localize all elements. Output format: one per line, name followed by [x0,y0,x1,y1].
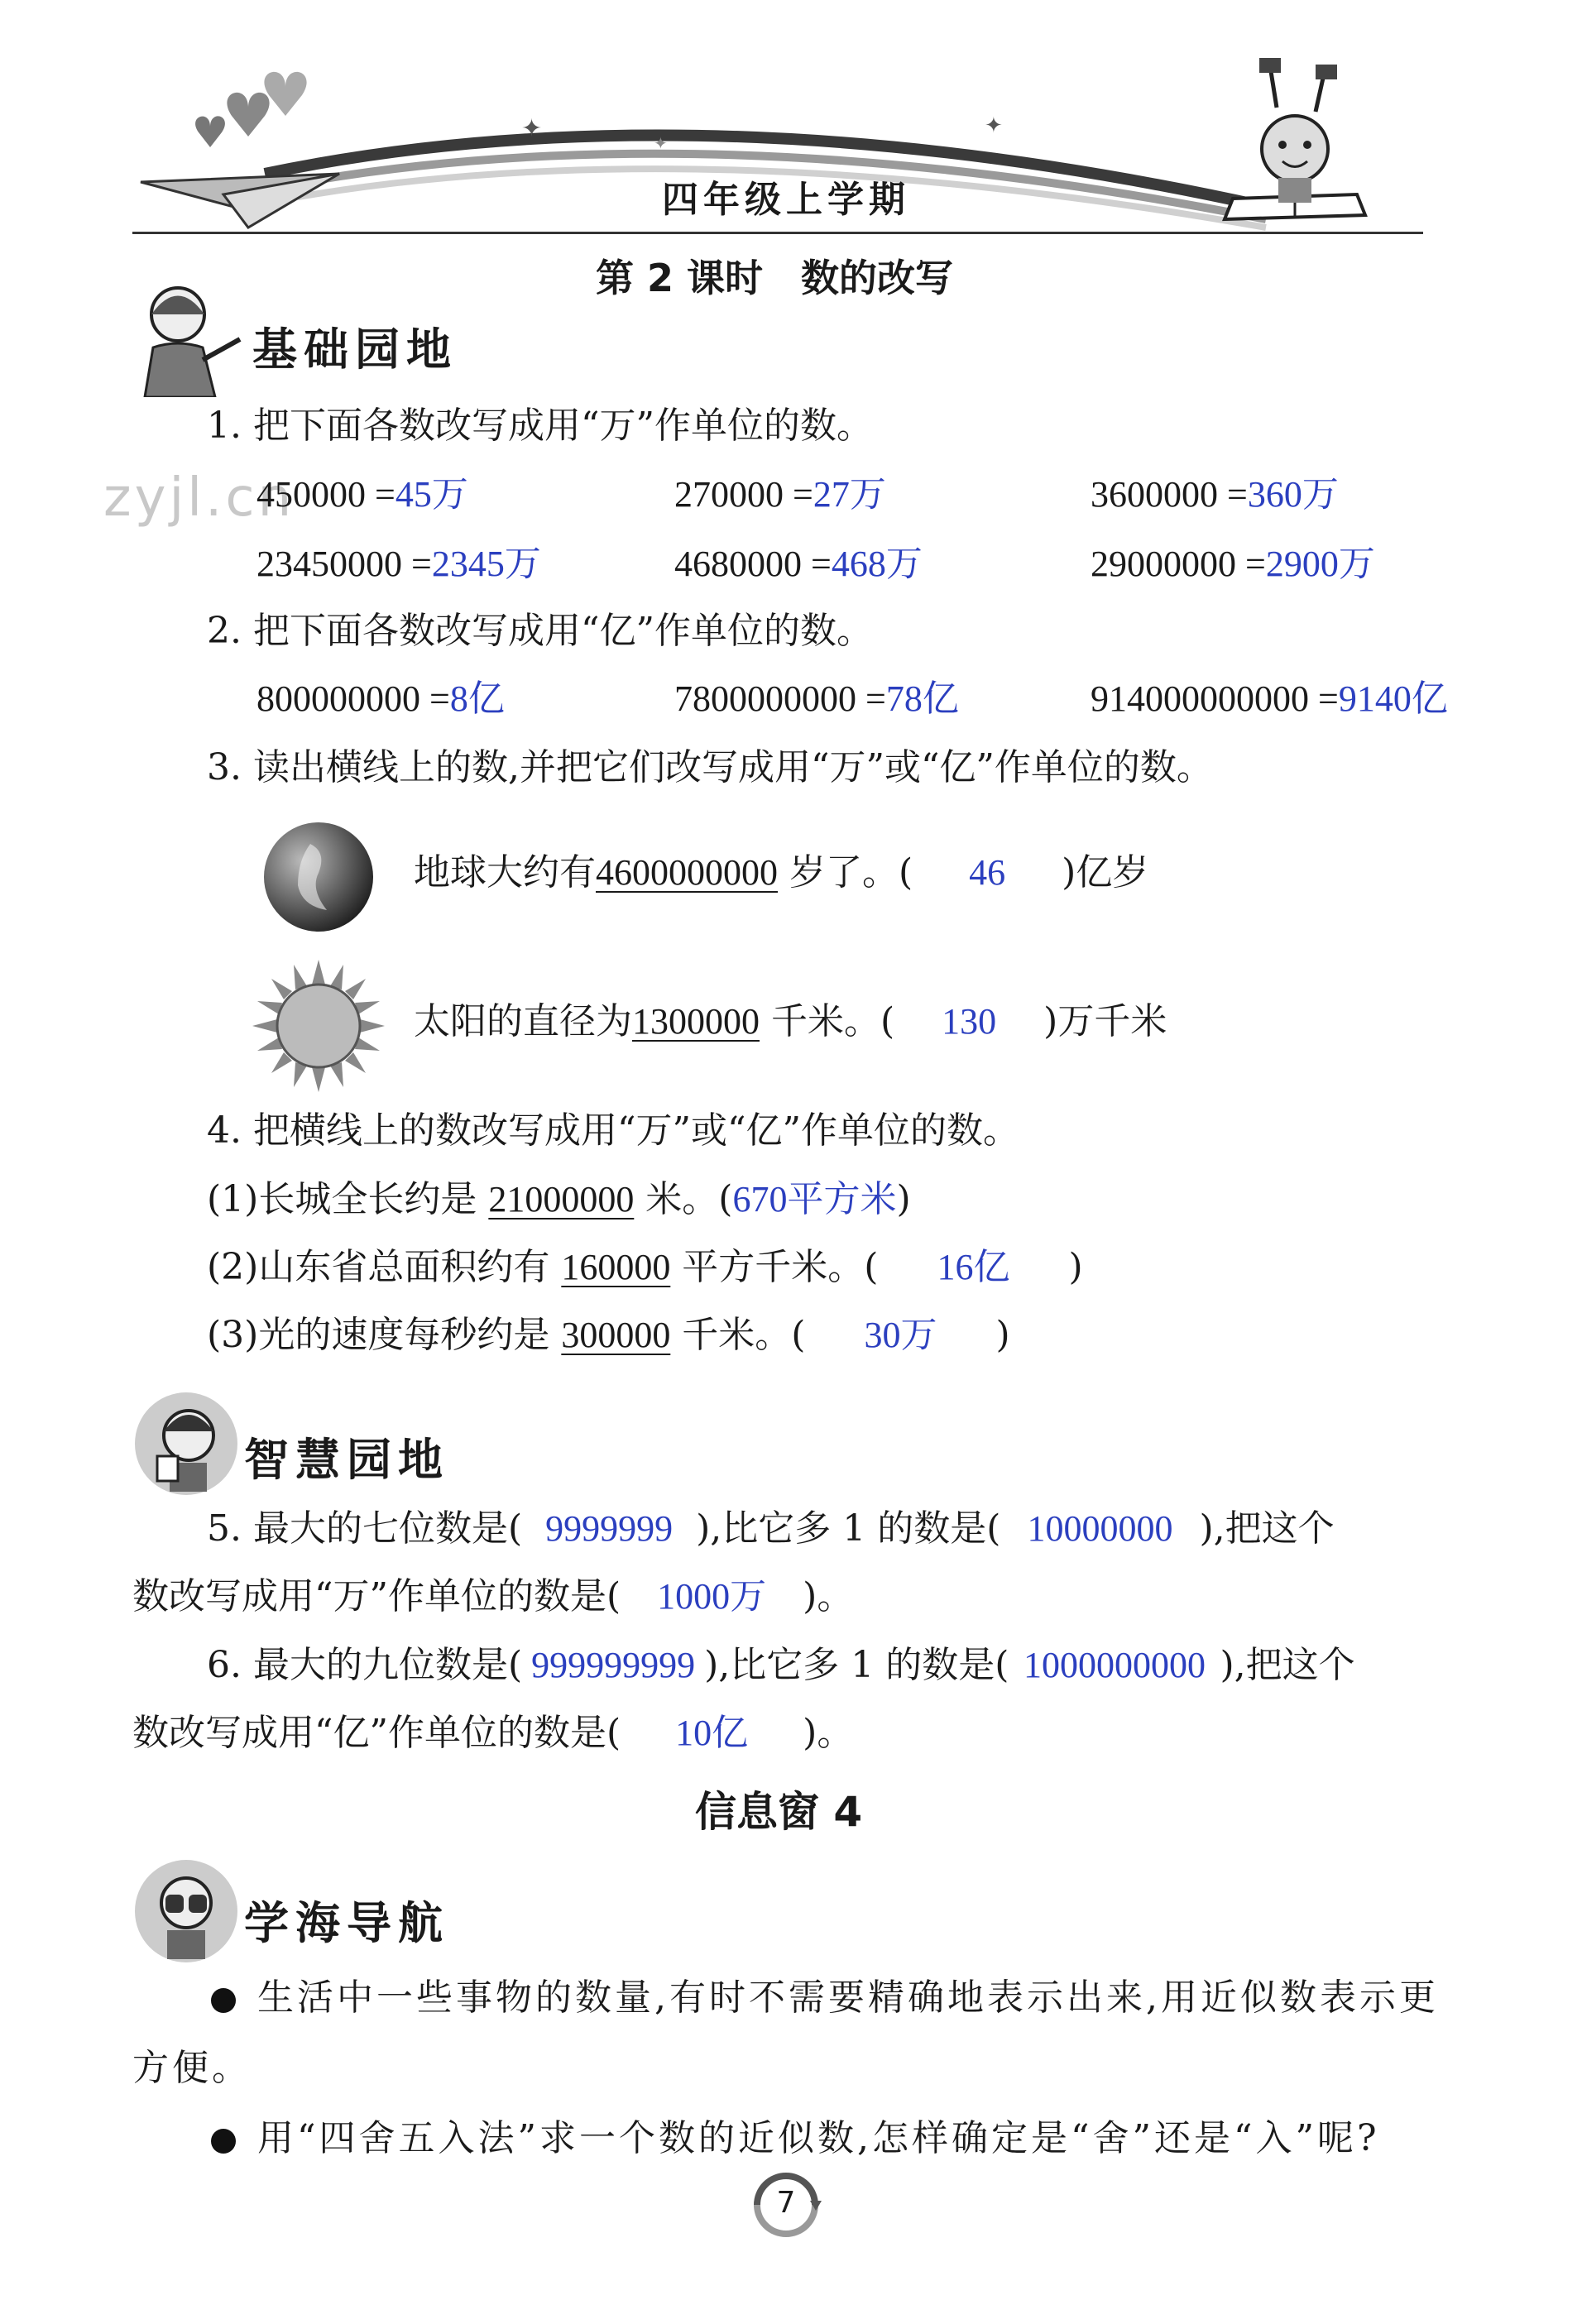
earth-age-number: 4600000000 [596,852,778,893]
q4-answer-3: 30万 [864,1315,937,1355]
section-basic-title: 基础园地 [252,323,458,376]
q5-answer-2: 10000000 [1027,1508,1173,1549]
q6-answer-2: 1000000000 [1023,1645,1206,1685]
q1-item-3: 3600000 =360万 [1091,474,1339,515]
q6-line-1: 6. 最大的九位数是( 999999999 ),比它多 1 的数是( 1000000000 ),把这个 [207,1641,1355,1690]
q1-answer-1: 45万 [395,474,468,515]
q3-prompt: 3. 读出横线上的数,并把它们改写成用“万”或“亿”作单位的数。 [207,746,1213,788]
bullet-icon [211,1988,236,2013]
q2-prompt: 2. 把下面各数改写成用“亿”作单位的数。 [207,610,873,652]
page-number-badge [741,2168,832,2242]
q1-item-5: 4680000 =468万 [674,544,923,584]
boy-thinking-icon [132,1390,240,1497]
q2-item-2: 7800000000 =78亿 [674,678,959,719]
heart-balloon-icon [227,93,269,137]
q1-item-2: 270000 =27万 [674,474,886,515]
q2-answer-1: 8亿 [449,678,505,719]
grade-label: 四年级上学期 [662,179,910,221]
teacher-icon [137,281,244,397]
q6-answer-3: 10亿 [675,1713,749,1753]
q6-answer-1: 999999999 [531,1645,696,1685]
bullet-icon [211,2129,236,2154]
boy-binoculars-icon [132,1857,240,1965]
section-wisdom-title: 智慧园地 [244,1434,449,1486]
svg-text:✦: ✦ [985,113,1003,138]
q4-item-3: (3)光的速度每秒约是 300000 千米。( 30万 ) [207,1311,1010,1360]
q1-answer-5: 468万 [831,544,923,584]
q1-prompt: 1. 把下面各数改写成用“万”作单位的数。 [207,405,873,447]
guide-bullet-2: 用“四舍五入法”求一个数的近似数,怎样确定是“舍”还是“入”呢? [211,2114,1380,2163]
sun-diameter-number: 1300000 [632,1001,760,1042]
section-learn-title: 学海导航 [244,1897,449,1949]
lesson-title: 第 2 课时 数的改写 [596,256,954,300]
q4-answer-1: 670平方米 [732,1179,897,1220]
q4-prompt: 4. 把横线上的数改写成用“万”或“亿”作单位的数。 [207,1109,1019,1152]
svg-text:✦: ✦ [521,114,543,143]
header-rule [132,232,1423,234]
q4-item-2: (2)山东省总面积约有 160000 平方千米。( 16亿 ) [207,1243,1083,1292]
q1-item-4: 23450000 =2345万 [256,544,541,584]
q6-line-2: 数改写成用“亿”作单位的数是( 10亿 )。 [132,1708,853,1758]
q2-answer-3: 9140亿 [1338,678,1448,719]
q5-line-1: 5. 最大的七位数是( 9999999 ),比它多 1 的数是( 10000000 ),把这个 [207,1504,1335,1554]
q3-sun-line: 太阳的直径为1300000 千米。( 130 )万千米 [414,997,1167,1047]
earth-icon [261,819,376,935]
info-window-title: 信息窗 4 [695,1788,863,1836]
guide-bullet-1: 生活中一些事物的数量,有时不需要精确地表示出来,用近似数表示更 [211,1973,1439,2023]
q5-answer-1: 9999999 [545,1508,674,1549]
q2-item-1: 800000000 =8亿 [256,678,505,719]
q2-answer-2: 78亿 [885,678,959,719]
q1-item-6: 29000000 =2900万 [1091,544,1375,584]
q1-answer-3: 360万 [1247,474,1339,515]
q2-item-3: 914000000000 =9140亿 [1091,678,1448,719]
q5-answer-3: 1000万 [657,1576,767,1617]
q4-answer-2: 16亿 [937,1247,1010,1287]
q5-line-2: 数改写成用“万”作单位的数是( 1000万 )。 [132,1572,853,1622]
q1-answer-4: 2345万 [431,544,541,584]
page-number: 7 [776,2186,796,2220]
guide-bullet-1-cont: 方便。 [132,2047,252,2089]
svg-text:✦: ✦ [654,133,668,153]
q3-earth-line: 地球大约有4600000000 岁了。( 46 )亿岁 [414,848,1148,898]
q4-item-1: (1)长城全长约是 21000000 米。(670平方米) [207,1175,911,1224]
q3-earth-answer: 46 [969,852,1006,893]
q1-answer-2: 27万 [813,474,886,515]
q1-answer-6: 2900万 [1265,544,1375,584]
sun-icon [252,960,385,1092]
q3-sun-answer: 130 [942,1001,997,1042]
q1-item-1: 450000 =45万 [256,474,468,515]
watermark: zyjl.cn [103,467,295,529]
girl-reading-icon [1225,58,1365,219]
